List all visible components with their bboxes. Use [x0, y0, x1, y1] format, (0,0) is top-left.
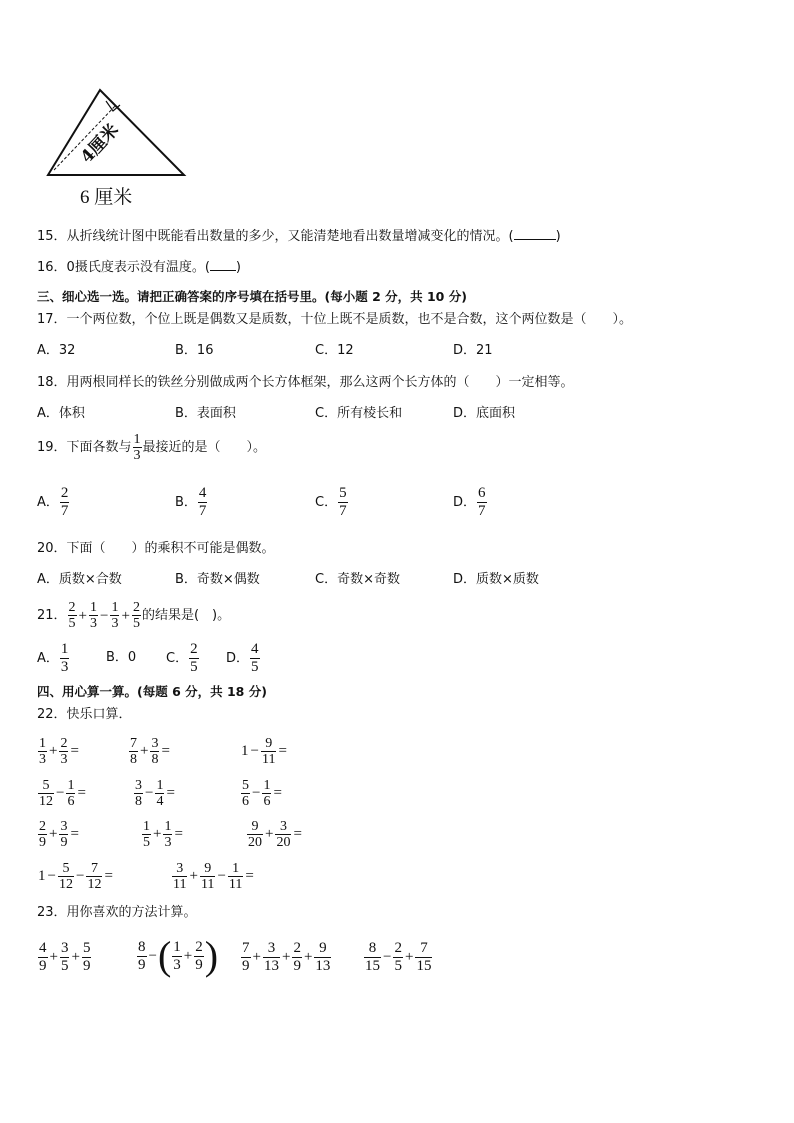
calc-expression-e2: $\frac{8}{9}$ − ( $\frac{1}{3}$ + $\frac{2}{9}$ ) [138, 933, 219, 978]
left-paren: ( [157, 933, 172, 978]
calc-expression: $\frac{9}{20}$ + $\frac{3}{20}$ = [248, 819, 302, 850]
section-4-title: 四、用心算一算。(每题 6 分，共 18 分) [37, 684, 267, 699]
question-20: 20．下面（ ）的乘积不可能是偶数。 [37, 541, 275, 556]
answer-blank-15[interactable] [514, 239, 556, 240]
q20-option-d[interactable]: D．质数×质数 [453, 572, 539, 587]
question-22: 22．快乐口算． [37, 707, 132, 722]
question-19: 19．下面各数与 $\frac{1}{3}$ 最接近的是（ ）。 [37, 432, 267, 463]
calc-expression: $\frac{7}{8}$ + $\frac{3}{8}$ = [130, 736, 170, 767]
q21-option-d[interactable]: D． $\frac{4}{5}$ [226, 641, 259, 675]
question-23: 23．用你喜欢的方法计算。 [37, 905, 197, 920]
calc-expression: $\frac{5}{6}$ − $\frac{1}{6}$ = [242, 778, 282, 809]
q21-option-c[interactable]: C． $\frac{2}{5}$ [166, 641, 198, 675]
q19-option-a[interactable]: A． $\frac{2}{7}$ [37, 485, 69, 519]
calc-expression-e4: $\frac{8}{15}$ − $\frac{2}{5}$ + $\frac{7}{15}$ [365, 940, 432, 974]
q19-option-c[interactable]: C． $\frac{5}{7}$ [315, 485, 347, 519]
calc-expression: 1 − $\frac{9}{11}$ = [241, 736, 287, 767]
q20-option-a[interactable]: A．质数×合数 [37, 572, 122, 587]
question-16: 16．0摄氏度表示没有温度。( ) [37, 260, 241, 275]
q18-option-b[interactable]: B．表面积 [175, 406, 236, 421]
q21-option-b[interactable]: B．0 [106, 650, 137, 665]
calc-expression-e1: $\frac{4}{9}$ + $\frac{3}{5}$ + $\frac{5}{9}$ [39, 940, 91, 974]
question-15: 15．从折线统计图中既能看出数量的多少，又能清楚地看出数量增减变化的情况。( ) [37, 229, 561, 244]
question-17: 17．一个两位数，个位上既是偶数又是质数，十位上既不是质数，也不是合数，这个两位数是（ ）。 [37, 312, 633, 327]
q17-option-d[interactable]: D．21 [453, 343, 493, 358]
q18-option-c[interactable]: C．所有棱长和 [315, 406, 403, 421]
q19-option-b[interactable]: B． $\frac{4}{7}$ [175, 485, 207, 519]
calc-expression: $\frac{2}{9}$ + $\frac{3}{9}$ = [39, 819, 79, 850]
q19-option-d[interactable]: D． $\frac{6}{7}$ [453, 485, 486, 519]
calc-expression: $\frac{5}{12}$ − $\frac{1}{6}$ = [39, 778, 86, 809]
q19-fraction: $\frac{1}{3}$ [133, 432, 141, 463]
calc-expression: 1 − $\frac{5}{12}$ − $\frac{7}{12}$ = [38, 861, 113, 892]
question-18: 18．用两根同样长的铁丝分别做成两个长方体框架，那么这两个长方体的（ ）一定相等。 [37, 375, 574, 390]
q17-option-a[interactable]: A．32 [37, 343, 76, 358]
q18-option-a[interactable]: A．体积 [37, 406, 85, 421]
q17-option-b[interactable]: B．16 [175, 343, 214, 358]
q18-option-d[interactable]: D．底面积 [453, 406, 516, 421]
calc-expression: $\frac{3}{8}$ − $\frac{1}{4}$ = [135, 778, 175, 809]
calc-expression: $\frac{1}{3}$ + $\frac{2}{3}$ = [39, 736, 79, 767]
calc-expression: $\frac{3}{11}$ + $\frac{9}{11}$ − $\frac{1}{11}$ = [173, 861, 254, 892]
q20-option-c[interactable]: C．奇数×奇数 [315, 572, 400, 587]
base-label: 6 厘米 [80, 187, 133, 208]
q20-option-b[interactable]: B．奇数×偶数 [175, 572, 260, 587]
section-3-title: 三、细心选一选。请把正确答案的序号填在括号里。(每小题 2 分，共 10 分) [37, 289, 467, 304]
calc-expression: $\frac{1}{5}$ + $\frac{1}{3}$ = [143, 819, 183, 850]
height-label: 4厘米 [77, 120, 123, 168]
question-21: 21． $\frac{2}{5}$ + $\frac{1}{3}$ − $\frac{1}{3}$ + $\frac{2}{5}$ 的结果是( )。 [37, 600, 231, 631]
answer-blank-16[interactable] [210, 270, 236, 271]
right-paren: ) [204, 933, 219, 978]
q21-option-a[interactable]: A． $\frac{1}{3}$ [37, 641, 69, 675]
q17-option-c[interactable]: C．12 [315, 343, 354, 358]
calc-expression-e3: $\frac{7}{9}$ + $\frac{3}{13}$ + $\frac{2}{9}$ + $\frac{9}{13}$ [242, 940, 331, 974]
